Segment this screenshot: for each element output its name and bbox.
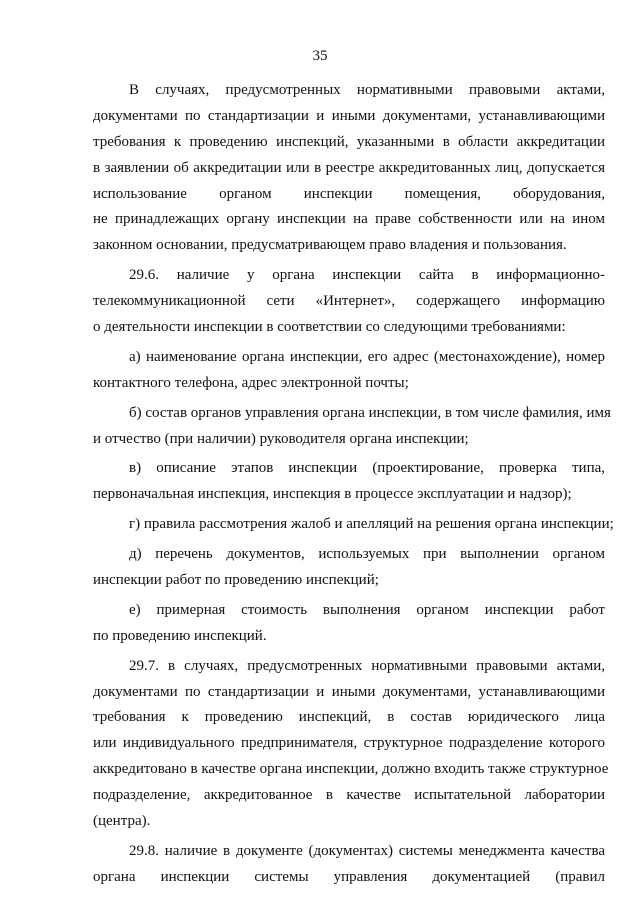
text-line: требования к проведению инспекций, в состав юридического лица	[93, 709, 605, 726]
text-line: е) примерная стоимость выполнения органом инспекции работ	[129, 601, 605, 618]
text-line: инспекции работ по проведению инспекций;	[93, 572, 379, 589]
text-line: или индивидуального предпринимателя, структурное подразделение которого	[93, 735, 605, 752]
text-line: законном основании, предусматривающем право владения и пользования.	[93, 237, 567, 254]
page-number: 35	[312, 48, 328, 64]
text-line: о деятельности инспекции в соответствии со следующими требованиями:	[93, 319, 566, 336]
text-line: по проведению инспекций.	[93, 627, 267, 644]
text-line: г) правила рассмотрения жалоб и апелляций на решения органа инспекции;	[129, 516, 614, 533]
text-line: органа инспекции системы управления документацией (правил	[93, 868, 605, 885]
text-line: первоначальная инспекция, инспекция в процессе эксплуатации и надзор);	[93, 486, 572, 503]
document-body	[93, 78, 614, 891]
text-line: и отчество (при наличии) руководителя органа инспекции;	[93, 430, 469, 447]
text-line: телекоммуникационной сети «Интернет», содержащего информацию	[93, 293, 605, 310]
text-line: а) наименование органа инспекции, его адрес (местонахождение), номер	[129, 348, 605, 365]
text-line: в заявлении об аккредитации или в реестре аккредитованных лиц, допускается	[93, 159, 605, 176]
text-line: 29.6. наличие у органа инспекции сайта в информационно-	[129, 267, 605, 284]
text-line: б) состав органов управления органа инспекции, в том числе фамилия, имя	[129, 404, 611, 421]
text-line: в) описание этапов инспекции (проектирование, проверка типа,	[129, 460, 605, 477]
text-line: использование органом инспекции помещения, оборудования,	[93, 185, 605, 202]
text-line: аккредитовано в качестве органа инспекции, должно входить также структурное	[93, 761, 609, 778]
text-line: требования к проведению инспекций, указанными в области аккредитации	[93, 133, 605, 150]
text-line: д) перечень документов, используемых при выполнении органом	[129, 546, 605, 563]
text-line: В случаях, предусмотренных нормативными правовыми актами,	[129, 82, 605, 98]
text-line: документами по стандартизации и иными документами, устанавливающими	[93, 107, 605, 124]
text-line: документами по стандартизации и иными документами, устанавливающими	[93, 683, 605, 700]
text-line: не принадлежащих органу инспекции на праве собственности или на ином	[93, 211, 605, 228]
text-line: подразделение, аккредитованное в качестве испытательной лаборатории	[93, 787, 605, 804]
text-line: 29.8. наличие в документе (документах) системы менеджмента качества	[129, 842, 605, 859]
text-line: (центра).	[93, 813, 151, 830]
text-line: 29.7. в случаях, предусмотренных нормативными правовыми актами,	[129, 657, 605, 674]
text-line: контактного телефона, адрес электронной почты;	[93, 374, 409, 391]
